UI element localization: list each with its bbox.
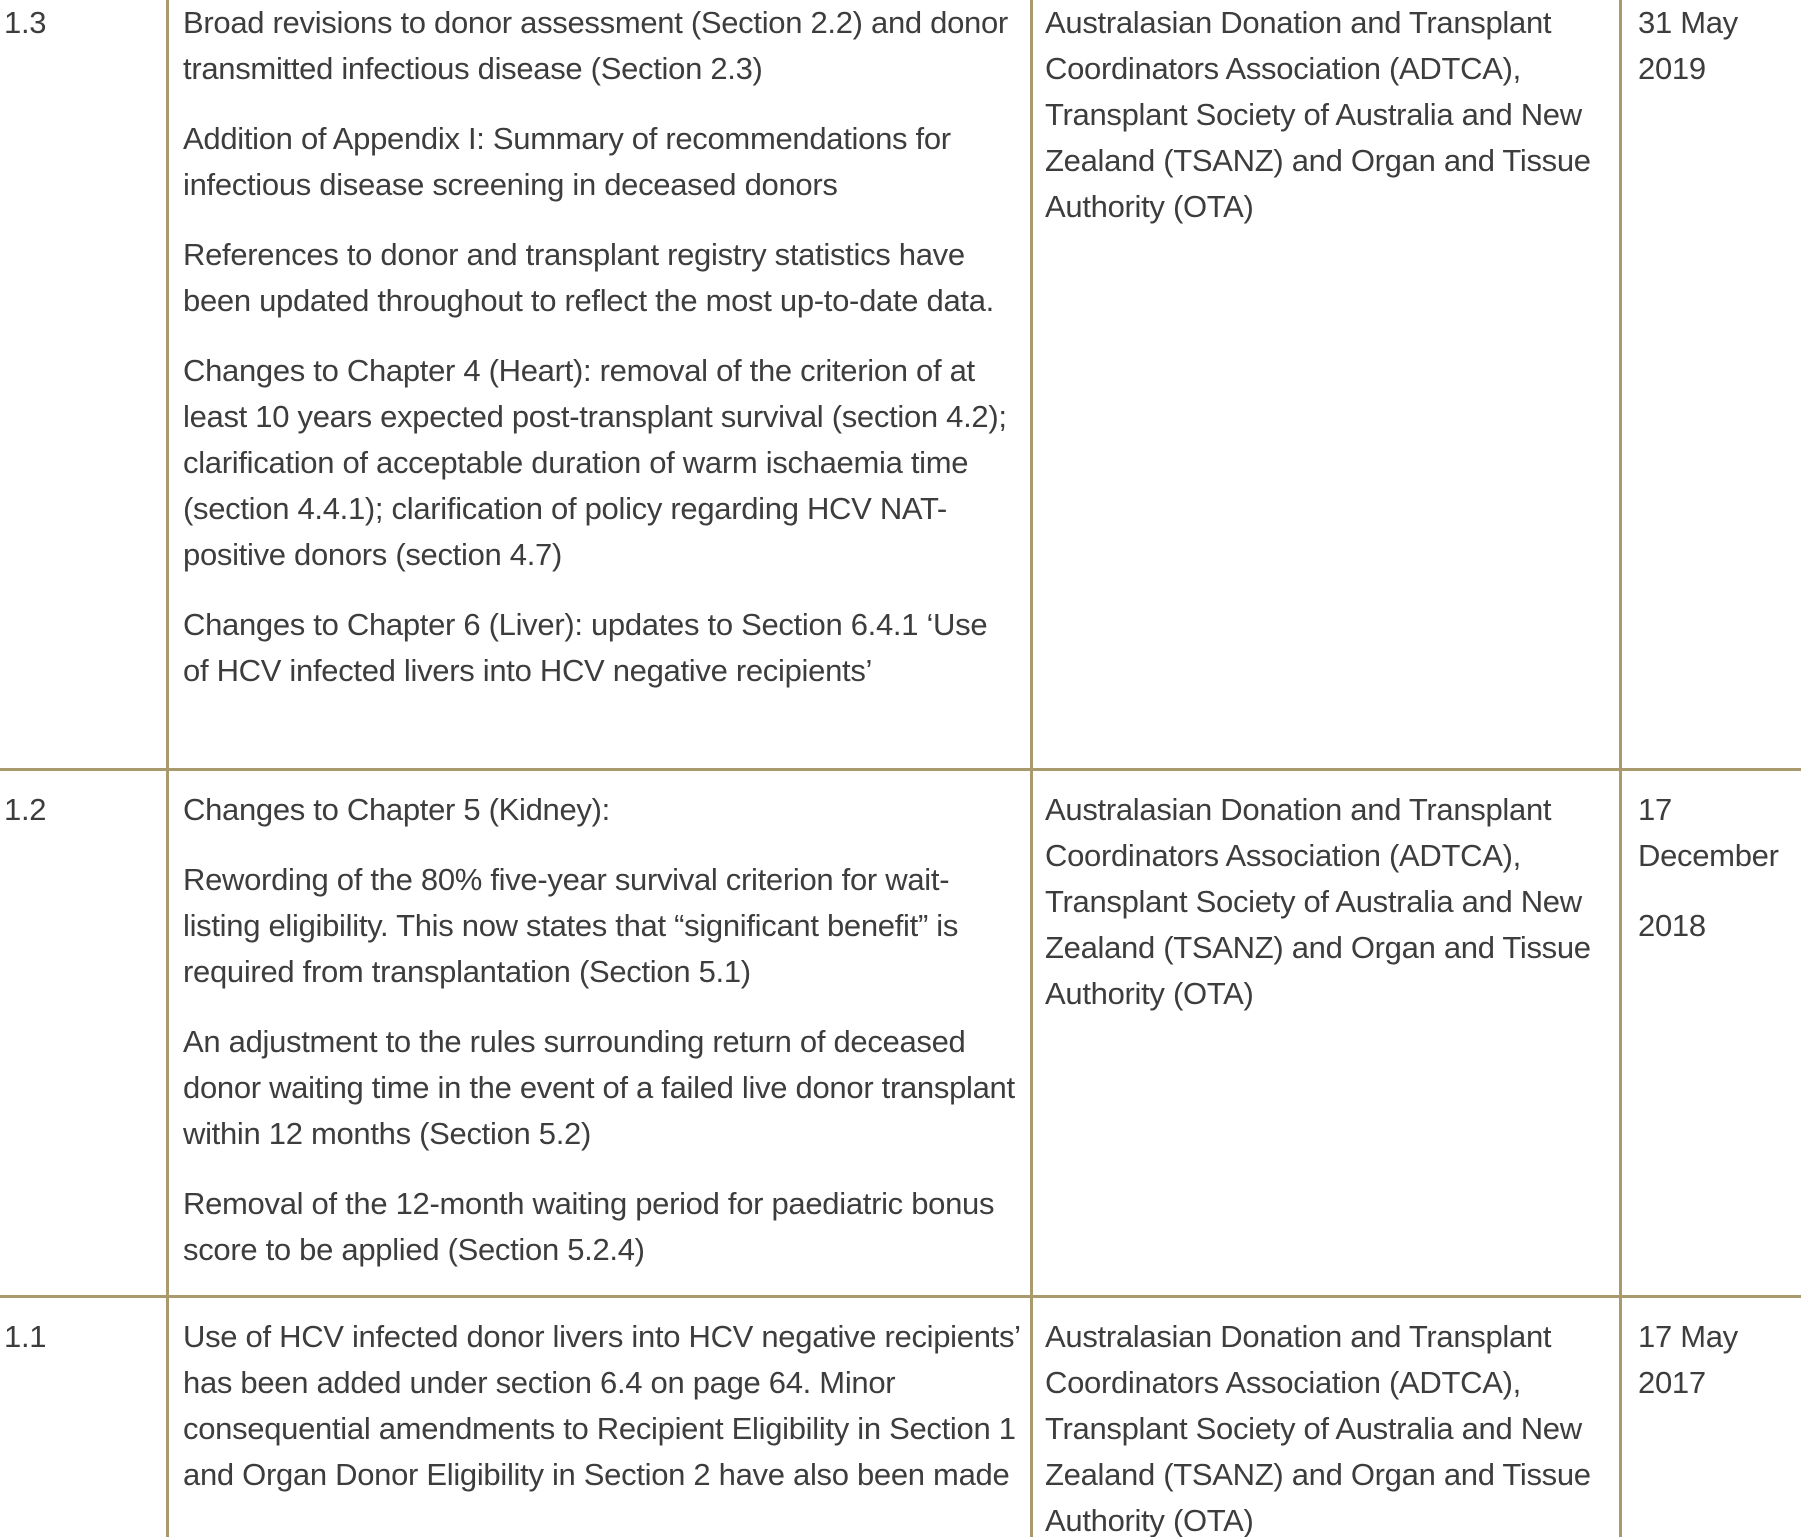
version-number: 1.3: [4, 5, 47, 40]
changes-paragraph: Rewording of the 80% five-year survival criterion for wait-listing eligibility. This now states that “significant benefit” is required from transplantation (Section 5.1): [183, 862, 959, 989]
changes-cell-1-2: [169, 768, 1033, 1295]
changes-paragraph: Removal of the 12-month waiting period for paediatric bonus score to be applied (Section 5.2.4): [183, 1186, 995, 1267]
version-cell-1-3: [0, 0, 169, 768]
date-text: 17 December: [1638, 792, 1779, 873]
version-number: 1.1: [4, 1319, 47, 1354]
changes-paragraph: References to donor and transplant registry statistics have been updated throughout to reflect the most up-to-date data.: [183, 237, 994, 318]
date-text: 17 May 2017: [1638, 1319, 1738, 1400]
date-text: 2018: [1638, 908, 1706, 943]
approved-by-cell-1-1: [1033, 1295, 1622, 1537]
approved-by-cell-1-2: [1033, 768, 1622, 1295]
version-number: 1.2: [4, 792, 47, 827]
approved-by-text: Australasian Donation and Transplant Coordinators Association (ADTCA), Transplant Society of Australia and New Zealand (TSANZ) and Organ and Tissue Authority (OTA): [1045, 1319, 1591, 1537]
approved-by-text: Australasian Donation and Transplant Coordinators Association (ADTCA), Transplant Society of Australia and New Zealand (TSANZ) and Organ and Tissue Authority (OTA): [1045, 5, 1591, 224]
date-cell-1-3: [1622, 0, 1801, 768]
date-text: 31 May 2019: [1638, 5, 1738, 86]
date-cell-1-2: [1622, 768, 1801, 1295]
changes-paragraph: Changes to Chapter 4 (Heart): removal of the criterion of at least 10 years expected post-transplant survival (section 4.2); clarification of acceptable duration of warm ischaemia time (section 4.4.1); clarification of policy regarding HCV NAT- positive donors (section 4.7): [183, 353, 1007, 572]
changes-paragraph: An adjustment to the rules surrounding return of deceased donor waiting time in the event of a failed live donor transplant within 12 months (Section 5.2): [183, 1024, 1015, 1151]
version-cell-1-2: [0, 768, 169, 1295]
changes-paragraph: Broad revisions to donor assessment (Section 2.2) and donor transmitted infectious disease (Section 2.3): [183, 5, 1008, 86]
version-cell-1-1: [0, 1295, 169, 1537]
approved-by-cell-1-3: [1033, 0, 1622, 768]
changes-paragraph: Use of HCV infected donor livers into HCV negative recipients’ has been added under section 6.4 on page 64. Minor consequential amendments to Recipient Eligibility in Section 1 and Organ Donor Eligibility in Section 2 have also been made: [183, 1319, 1020, 1492]
changes-cell-1-1: [169, 1295, 1033, 1537]
approved-by-text: Australasian Donation and Transplant Coordinators Association (ADTCA), Transplant Society of Australia and New Zealand (TSANZ) and Organ and Tissue Authority (OTA): [1045, 792, 1591, 1011]
changes-paragraph: Addition of Appendix I: Summary of recommendations for infectious disease screening in deceased donors: [183, 121, 951, 202]
changes-paragraph: Changes to Chapter 6 (Liver): updates to Section 6.4.1 ‘Use of HCV infected livers into HCV negative recipients’: [183, 607, 988, 688]
changes-cell-1-3: [169, 0, 1033, 768]
date-cell-1-1: [1622, 1295, 1801, 1537]
changes-paragraph: Changes to Chapter 5 (Kidney):: [183, 792, 610, 827]
